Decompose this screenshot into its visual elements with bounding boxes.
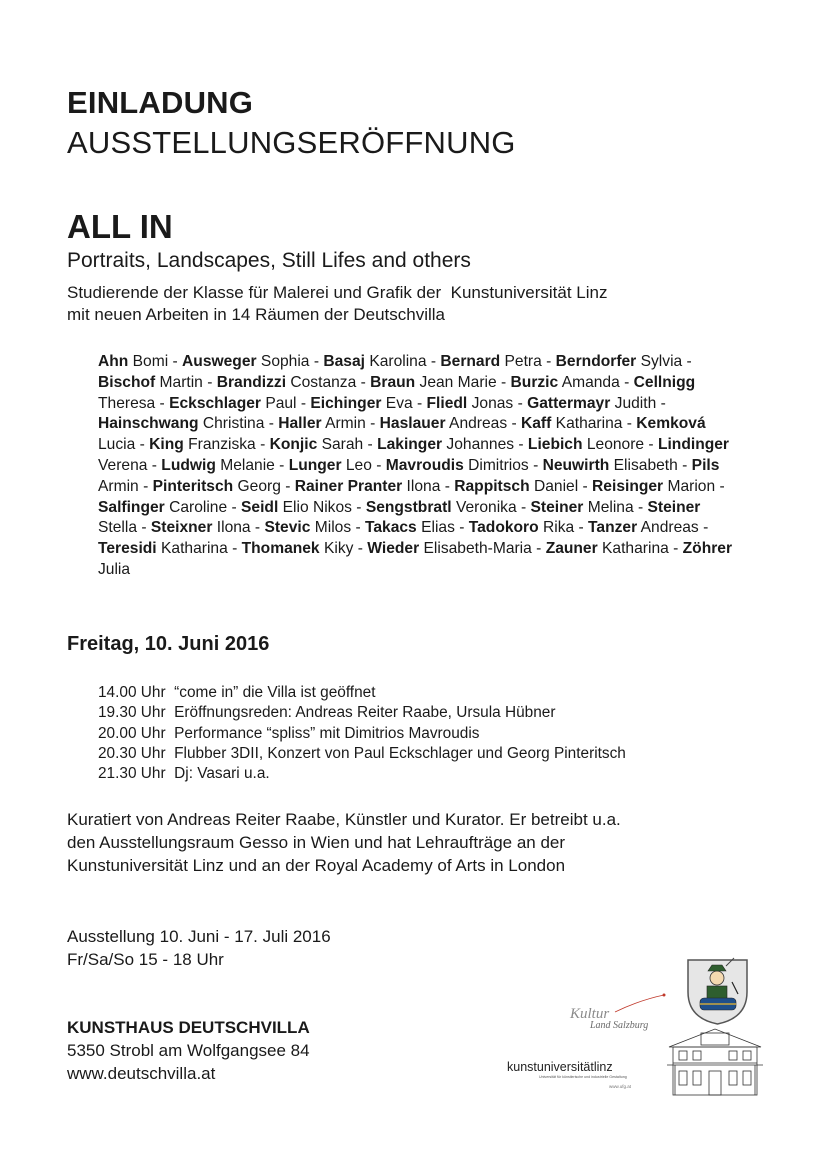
description-line: Studierende der Klasse für Malerei und Grafik der Kunstuniversität Linz <box>67 283 608 302</box>
artist-first-name: Julia <box>98 560 131 578</box>
artist-last-name: Berndorfer <box>555 353 637 370</box>
artist-entry <box>592 478 715 495</box>
artist-last-name: Wieder <box>367 540 420 558</box>
artist-entry <box>469 519 574 536</box>
artist-entry <box>323 353 426 370</box>
artist-first-name: Stella <box>98 519 138 537</box>
artist-entry <box>98 374 203 391</box>
exhibition-run <box>67 925 331 971</box>
kunstuni-logo-name: kunstuniversitätlinz <box>507 1060 613 1074</box>
run-dates: Ausstellung 10. Juni - 17. Juli 2016 <box>67 927 331 946</box>
artist-last-name: Lunger <box>288 456 342 474</box>
artist-entry <box>289 457 372 474</box>
artist-last-name: Steiner <box>530 498 584 516</box>
artist-last-name: Haslauer <box>379 415 446 433</box>
schedule-text: Dj: Vasari u.a. <box>174 765 270 783</box>
artist-first-name: Judith <box>614 394 657 412</box>
artist-last-name: Steixner <box>150 519 213 537</box>
opening-hours: Fr/Sa/So 15 - 18 Uhr <box>67 950 224 969</box>
venue-name: KUNSTHAUS DEUTSCHVILLA <box>67 1018 310 1037</box>
curator-note <box>67 808 767 877</box>
artist-first-name: Andreas <box>640 519 699 537</box>
artist-list: Ahn Bomi - Ausweger Sophia - Basaj Karolina - Bernard Petra - Berndorfer Sylvia - Bischof Martin - Brandizzi Costanza - Braun Jean Marie - Burzic Amanda - Cellnigg Theresa - Eckschlager Paul - Eichinger Eva - Fliedl Jonas - Gattermayr Judith - Hainschwang Christina - Haller Armin - Haslauer Andreas - Kaff Katharina - Kemková Lucia - King Franziska - Konjic Sarah - Lakinger Johannes - Liebich Leonore - Lindinger Verena - Ludwig Melanie - Lunger Leo - Mavroudis Dimitrios - Neuwirth Elisabeth - Pils Armin - Pinteritsch Georg - Rainer Pranter Ilona - Rappitsch Daniel - Reisinger Marion - Salfinger Caroline - Seidl Elio Nikos - Sengstbratl Veronika - Steiner Melina - Steiner Stella - Steixner Ilona - Stevic Milos - Takacs Elias - Tadokoro Rika - Tanzer Andreas - Teresidi Katharina - Thomanek Kiky - Wieder Elisabeth-Maria - Zauner Katharina - Zöhrer Julia <box>98 353 733 578</box>
artist-last-name: Pils <box>691 456 720 474</box>
artist-last-name: Lakinger <box>377 436 443 454</box>
artist-entry <box>242 540 354 557</box>
artist-last-name: Salfinger <box>98 498 165 516</box>
artist-last-name: Seidl <box>241 498 279 516</box>
artist-entry <box>241 499 352 516</box>
kultur-logo-swoosh <box>615 995 664 1012</box>
artist-last-name: Teresidi <box>98 540 157 558</box>
artist-last-name: Braun <box>370 373 416 391</box>
schedule-text: “come in” die Villa ist geöffnet <box>174 684 376 701</box>
artist-last-name: Tadokoro <box>468 519 539 537</box>
artist-first-name: Jonas <box>471 394 514 412</box>
artist-entry <box>546 540 669 557</box>
artist-last-name: Pinteritsch <box>152 477 234 495</box>
exhibition-name: ALL IN <box>67 208 173 245</box>
artist-first-name: Ilona <box>406 477 441 495</box>
artist-entry <box>543 457 678 474</box>
artist-last-name: Fliedl <box>426 394 468 412</box>
artist-entry <box>530 499 633 516</box>
artist-first-name: Paul <box>265 394 297 412</box>
page-title: EINLADUNG <box>67 85 254 120</box>
villa-drawing-icon <box>665 1025 765 1100</box>
schedule-row <box>98 724 626 744</box>
schedule-time: 20.30 Uhr <box>98 744 166 762</box>
artist-first-name: Elisabeth <box>613 456 678 474</box>
artist-entry <box>440 353 541 370</box>
artist-first-name: Elisabeth-Maria <box>423 540 532 558</box>
artist-last-name: Stevic <box>264 519 311 537</box>
artist-entry <box>454 478 578 495</box>
artist-first-name: Katharina <box>161 540 228 558</box>
artist-entry <box>98 353 168 370</box>
artist-entry <box>527 395 656 412</box>
artist-last-name: Reisinger <box>592 477 664 495</box>
artist-first-name: Verena <box>98 456 148 474</box>
artist-first-name: Eva <box>385 394 413 412</box>
artist-entry <box>588 519 699 536</box>
artist-first-name: Leo <box>345 456 372 474</box>
artist-last-name: Basaj <box>323 353 365 370</box>
artist-last-name: Lindinger <box>657 436 729 454</box>
artist-first-name: Daniel <box>533 477 579 495</box>
artist-last-name: King <box>149 436 184 454</box>
artist-first-name: Melina <box>587 498 634 516</box>
artist-first-name: Ilona <box>216 519 251 537</box>
artist-first-name: Sophia <box>260 353 310 370</box>
artist-first-name: Karolina <box>369 353 427 370</box>
artist-entry <box>149 436 256 453</box>
artist-last-name: Gattermayr <box>527 394 611 412</box>
artist-last-name: Bischof <box>98 373 156 391</box>
artist-entry <box>264 519 351 536</box>
artist-entry <box>295 478 441 495</box>
artist-first-name: Franziska <box>188 436 256 454</box>
artist-last-name: Brandizzi <box>216 373 287 391</box>
exhibition-tagline: Portraits, Landscapes, Still Lifes and others <box>67 249 471 272</box>
artist-entry <box>169 395 296 412</box>
artist-entry <box>270 436 364 453</box>
schedule-time: 19.30 Uhr <box>98 704 166 722</box>
artist-entry <box>310 395 412 412</box>
curator-line: den Ausstellungsraum Gesso in Wien und hat Lehraufträge an der <box>67 833 566 852</box>
schedule-list <box>98 683 626 784</box>
schedule-time: 20.00 Uhr <box>98 724 166 742</box>
artist-last-name: Rappitsch <box>454 477 530 495</box>
artist-entry <box>98 540 228 557</box>
artist-last-name: Mavroudis <box>385 456 464 474</box>
artist-entry <box>182 353 309 370</box>
artist-entry <box>370 374 497 391</box>
artist-first-name: Melanie <box>220 456 275 474</box>
artist-last-name: Haller <box>278 415 322 433</box>
coat-of-arms-icon <box>680 952 755 1027</box>
schedule-time: 21.30 Uhr <box>98 765 166 783</box>
artist-entry <box>365 519 455 536</box>
kultur-logo-bottom: Land Salzburg <box>590 1020 649 1031</box>
artist-entry <box>278 415 366 432</box>
artist-last-name: Thomanek <box>241 540 320 558</box>
schedule-row <box>98 744 626 764</box>
artist-last-name: Zöhrer <box>682 540 733 558</box>
artist-first-name: Katharina <box>602 540 669 558</box>
schedule-text: Flubber 3DII, Konzert von Paul Eckschlager und Georg Pinteritsch <box>174 744 626 762</box>
artist-last-name: Eichinger <box>310 394 382 412</box>
artist-entry <box>377 436 514 453</box>
artist-entry <box>380 415 507 432</box>
artist-last-name: Kemková <box>636 415 706 433</box>
artist-last-name: Liebich <box>527 436 583 454</box>
artist-entry <box>521 415 622 432</box>
artist-entry <box>427 395 514 412</box>
kunstuni-logo-url: www.ufg.at <box>609 1084 632 1089</box>
artist-first-name: Johannes <box>446 436 515 454</box>
artist-first-name: Leonore <box>586 436 645 454</box>
artist-first-name: Georg <box>237 477 281 495</box>
artist-first-name: Amanda <box>561 373 620 391</box>
artist-entry <box>528 436 644 453</box>
artist-entry <box>153 478 281 495</box>
artist-last-name: Ludwig <box>161 456 216 474</box>
kunstuniversitaet-linz-logo <box>505 1057 655 1097</box>
schedule-text: Eröffnungsreden: Andreas Reiter Raabe, Ursula Hübner <box>174 704 556 722</box>
artist-first-name: Katharina <box>555 415 623 433</box>
schedule-row <box>98 764 626 784</box>
venue-website[interactable]: www.deutschvilla.at <box>67 1064 216 1083</box>
kultur-logo-dot <box>663 994 666 997</box>
artist-first-name: Sarah <box>321 436 364 454</box>
page-subtitle: AUSSTELLUNGSERÖFFNUNG <box>67 125 516 160</box>
kunstuni-logo-tagline: Universität für künstlerische und industrielle Gestaltung <box>539 1075 627 1079</box>
artist-last-name: Cellnigg <box>633 373 696 391</box>
artist-first-name: Marion <box>667 477 716 495</box>
artist-entry <box>367 540 532 557</box>
schedule-row <box>98 703 626 723</box>
artist-first-name: Elio Nikos <box>282 498 352 516</box>
artist-last-name: Takacs <box>365 519 417 537</box>
artist-last-name: Steiner <box>647 498 701 516</box>
kultur-land-salzburg-logo <box>560 990 670 1040</box>
description-line: mit neuen Arbeiten in 14 Räumen der Deutschvilla <box>67 305 445 324</box>
artist-first-name: Andreas <box>449 415 508 433</box>
venue-block <box>67 1016 310 1085</box>
schedule-text: Performance “spliss” mit Dimitrios Mavroudis <box>174 724 480 742</box>
artist-first-name: Lucia <box>98 436 136 454</box>
artist-entry <box>151 519 251 536</box>
artist-entry <box>556 353 683 370</box>
artist-last-name: Ausweger <box>182 353 257 370</box>
artist-last-name: Eckschlager <box>169 394 261 412</box>
artist-first-name: Sylvia <box>640 353 683 370</box>
artist-entry <box>386 457 529 474</box>
curator-line: Kuratiert von Andreas Reiter Raabe, Künstler und Kurator. Er betreibt u.a. <box>67 810 621 829</box>
schedule-row <box>98 683 626 703</box>
artist-first-name: Milos <box>314 519 352 537</box>
artist-last-name: Sengstbratl <box>365 498 452 516</box>
kultur-logo-top: Kultur <box>570 1006 610 1022</box>
venue-address: 5350 Strobl am Wolfgangsee 84 <box>67 1041 310 1060</box>
artist-first-name: Elias <box>421 519 455 537</box>
artist-first-name: Costanza <box>290 373 357 391</box>
artist-entry <box>217 374 357 391</box>
artist-last-name: Rainer Pranter <box>294 477 403 495</box>
artist-first-name: Christina <box>202 415 265 433</box>
artist-last-name: Zauner <box>545 540 598 558</box>
artist-first-name: Rika <box>542 519 575 537</box>
artist-last-name: Burzic <box>510 373 559 391</box>
artist-last-name: Ahn <box>98 353 129 370</box>
artist-first-name: Petra <box>504 353 542 370</box>
artist-last-name: Hainschwang <box>98 415 199 433</box>
artist-entry <box>511 374 620 391</box>
artist-first-name: Armin <box>98 477 139 495</box>
artist-first-name: Caroline <box>169 498 228 516</box>
artist-first-name: Veronika <box>455 498 517 516</box>
artist-first-name: Kiky <box>323 540 354 558</box>
exhibition-description <box>67 282 767 326</box>
artist-first-name: Theresa <box>98 394 156 412</box>
artist-first-name: Dimitrios <box>468 456 529 474</box>
event-date: Freitag, 10. Juni 2016 <box>67 633 270 655</box>
artist-last-name: Kaff <box>521 415 552 433</box>
artist-last-name: Konjic <box>269 436 318 454</box>
artist-first-name: Armin <box>325 415 366 433</box>
artist-entry <box>98 499 227 516</box>
artist-entry <box>161 457 275 474</box>
artist-last-name: Bernard <box>440 353 501 370</box>
artist-last-name: Tanzer <box>588 519 638 537</box>
artist-first-name: Jean Marie <box>419 373 497 391</box>
artist-last-name: Neuwirth <box>542 456 610 474</box>
artist-first-name: Bomi <box>132 353 169 370</box>
schedule-time: 14.00 Uhr <box>98 684 166 701</box>
artist-entry <box>366 499 517 516</box>
curator-line: Kunstuniversität Linz und an der Royal Academy of Arts in London <box>67 856 566 875</box>
artist-entry <box>98 415 264 432</box>
artist-first-name: Martin <box>159 373 203 391</box>
